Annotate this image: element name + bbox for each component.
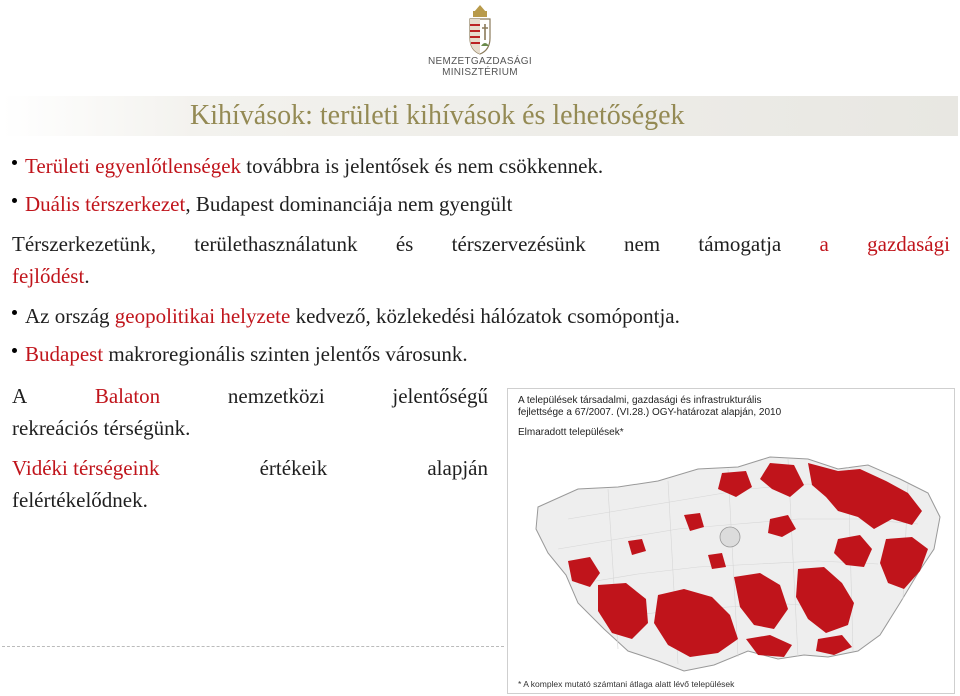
- bullet-dot-icon: [12, 198, 17, 203]
- bullet-2: Duális térszerkezet, Budapest dominanciája nem gyengült: [12, 192, 513, 217]
- bullet-dot-icon: [12, 310, 17, 315]
- bullet-dot-icon: [12, 160, 17, 165]
- bullet-3-line-1: Térszerkezetünk, területhasználatunk és térszervezésünk nem támogatja a gazdasági: [12, 232, 950, 256]
- coat-of-arms-icon: [466, 2, 494, 56]
- bullet-7-line-1: Vidéki térségeink értékeik alapján: [12, 456, 488, 480]
- ministry-logo: [418, 2, 542, 90]
- map-panel: [507, 388, 955, 694]
- hungary-map: [508, 389, 954, 693]
- logo-line-2: MINISZTÉRIUM: [442, 67, 518, 78]
- bullet-6-line-1: A Balaton nemzetközi jelentőségű: [12, 384, 488, 408]
- bullet-1: Területi egyenlőtlenségek továbbra is jelentősek és nem csökkennek.: [12, 154, 603, 179]
- map-footnote: * A komplex mutató számtani átlaga alatt lévő települések: [518, 679, 735, 689]
- map-caption: A települések társadalmi, gazdasági és infrastrukturális fejlettsége a 67/2007. (VI.28.) OGY-határozat alapján, 2010: [518, 395, 782, 418]
- divider: [2, 646, 504, 647]
- map-legend: Elmaradott települések*: [518, 427, 624, 438]
- bullet-5: Budapest makroregionális szinten jelentős városunk.: [12, 342, 468, 367]
- bullet-7-line-2: felértékelődnek.: [12, 488, 148, 512]
- bullet-4: Az ország geopolitikai helyzete kedvező, közlekedési hálózatok csomópontja.: [12, 304, 680, 329]
- logo-line-1: NEMZETGAZDASÁGI: [428, 56, 532, 67]
- slide-title: Kihívások: területi kihívások és lehetőségek: [190, 100, 685, 131]
- bullet-dot-icon: [12, 348, 17, 353]
- bullet-6-line-2: rekreációs térségünk.: [12, 416, 191, 440]
- bullet-3-line-2: fejlődést.: [12, 264, 90, 288]
